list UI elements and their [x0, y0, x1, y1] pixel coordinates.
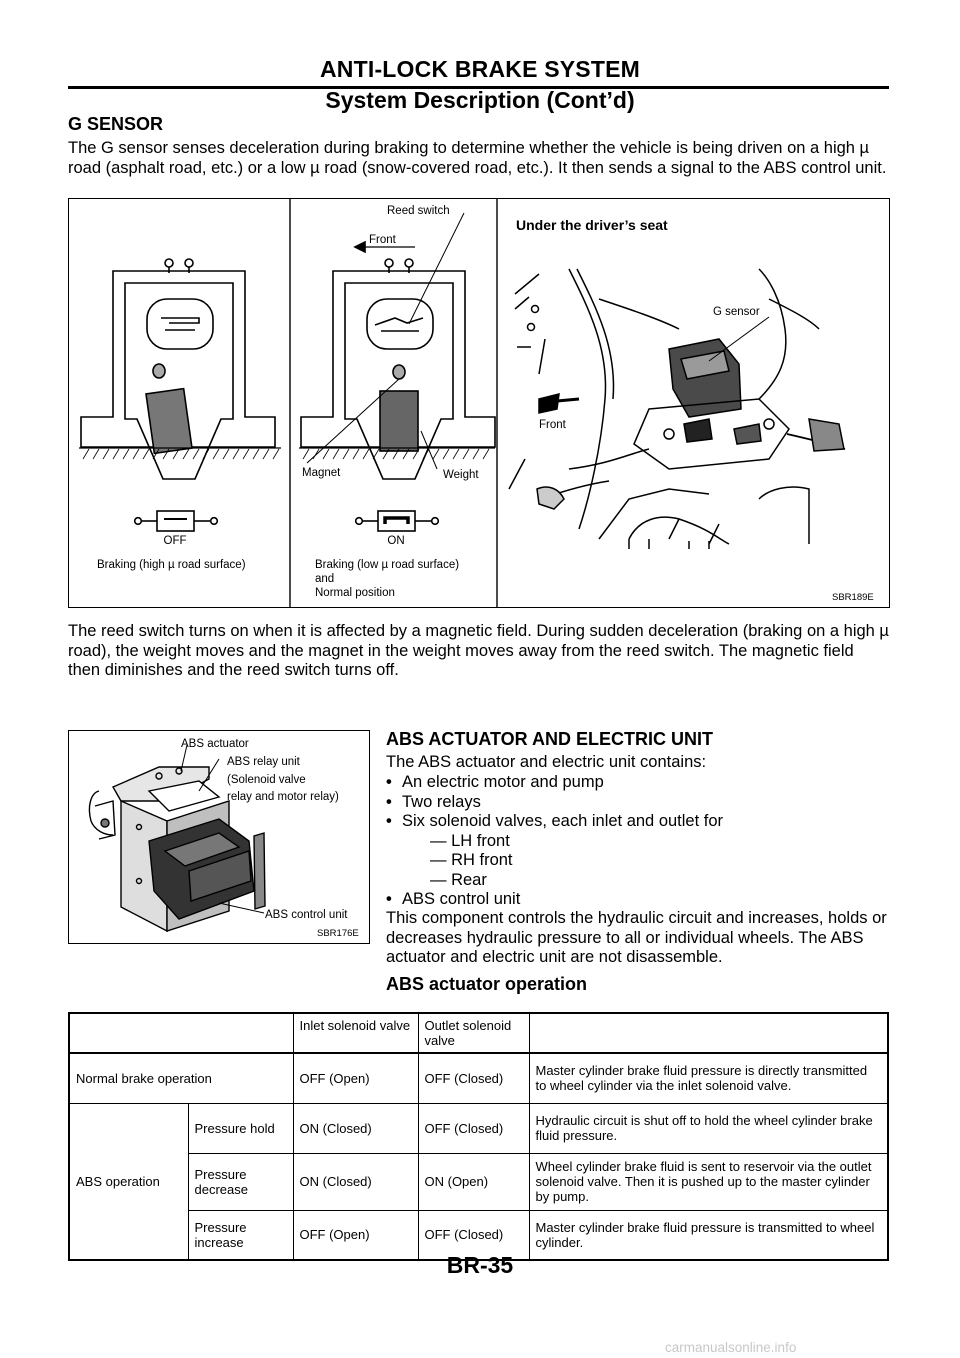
- seat-location-illustration: [509, 269, 845, 549]
- switch-on-label: ON: [387, 535, 405, 547]
- abs-actuator-label: ABS actuator: [181, 738, 249, 750]
- abs-control-label: ABS control unit: [265, 909, 348, 921]
- front-label-right: Front: [539, 419, 566, 431]
- list-item: • ABS control unit: [386, 890, 521, 908]
- table-cell: Pressure hold: [188, 1103, 293, 1153]
- low-mu-caption-2: and: [315, 573, 335, 585]
- sub-list-item: — Rear: [430, 870, 487, 889]
- abs-unit-heading: ABS ACTUATOR AND ELECTRIC UNIT: [386, 729, 713, 749]
- table-row: [69, 1053, 888, 1103]
- list-item: • An electric motor and pump: [386, 773, 604, 791]
- table-cell: Normal brake operation: [69, 1053, 293, 1103]
- table-header-row: [69, 1013, 888, 1053]
- abs-relay-label-2: (Solenoid valve: [227, 774, 306, 786]
- sub-list-item: — LH front: [430, 831, 510, 850]
- reed-switch-explanation: The reed switch turns on when it is affected by a magnetic field. During sudden deceleration (braking on a high µ road), the weight moves and the magnet in the weight moves away from the reed switch. The magnetic field then diminishes and the reed switch turns off.: [68, 622, 889, 679]
- page-header-title: ANTI-LOCK BRAKE SYSTEM: [319, 56, 640, 82]
- table-cell: Master cylinder brake fluid pressure is directly transmitted to wheel cylinder via the inlet solenoid valve.: [529, 1053, 888, 1103]
- table-cell: Hydraulic circuit is shut off to hold the wheel cylinder brake fluid pressure.: [529, 1103, 888, 1153]
- abs-actuator-figure: [68, 730, 370, 944]
- table-cell: OFF (Open): [293, 1210, 418, 1260]
- table-cell: ON (Closed): [293, 1103, 418, 1153]
- table-cell: Master cylinder brake fluid pressure is transmitted to wheel cylinder.: [529, 1210, 888, 1260]
- g-sensor-low-mu-diagram: [299, 213, 495, 531]
- low-mu-caption-3: Normal position: [315, 587, 395, 599]
- page-header-subtitle: System Description (Cont’d): [325, 87, 635, 113]
- bullet-icon: •: [386, 812, 392, 830]
- abs-relay-label-3: relay and motor relay): [227, 791, 339, 803]
- abs-figure-code: SBR176E: [317, 928, 359, 939]
- sub-list-item: — RH front: [430, 851, 513, 869]
- table-group-cell: ABS operation: [69, 1103, 188, 1260]
- table-row: [69, 1103, 888, 1153]
- reed-switch-label: Reed switch: [387, 205, 450, 217]
- table-cell: ON (Open): [418, 1153, 529, 1210]
- front-label-mid: Front: [369, 234, 396, 246]
- abs-unit-lead: The ABS actuator and electric unit contains:: [386, 753, 707, 771]
- g-sensor-high-mu-diagram: [79, 259, 281, 531]
- table-cell: Wheel cylinder brake fluid is sent to reservoir via the outlet solenoid valve. Then it is pushed up to the master cylinder by pump.: [529, 1153, 888, 1210]
- abs-unit-description: This component controls the hydraulic circuit and increases, holds or decreases hydraulic pressure to all or individual wheels. The ABS actuator and electric unit are not disassemble.: [386, 909, 887, 966]
- bullet-icon: •: [386, 773, 392, 791]
- operation-heading: ABS actuator operation: [386, 974, 588, 994]
- bullet-icon: •: [386, 890, 392, 908]
- abs-actuator-illustration: [89, 745, 265, 931]
- g-sensor-heading: G SENSOR: [68, 114, 164, 134]
- g-sensor-figure: [68, 198, 890, 608]
- page-number: BR-35: [446, 1252, 514, 1278]
- table-header-cell: [529, 1013, 888, 1053]
- magnet-label: Magnet: [302, 467, 341, 479]
- table-cell: OFF (Closed): [418, 1210, 529, 1260]
- table-row: [69, 1153, 888, 1210]
- low-mu-caption-1: Braking (low µ road surface): [315, 559, 460, 571]
- figure-code: SBR189E: [832, 592, 874, 603]
- g-sensor-label: G sensor: [713, 306, 760, 318]
- table-cell: Pressure decrease: [188, 1153, 293, 1210]
- table-cell: ON (Closed): [293, 1153, 418, 1210]
- bullet-icon: •: [386, 792, 392, 811]
- table-cell: Pressure increase: [188, 1210, 293, 1260]
- g-sensor-intro: The G sensor senses deceleration during braking to determine whether the vehicle is being driven on a high µ road (asphalt road, etc.) or a low µ road (snow-covered road, etc.). It then sends a signal to the ABS control unit.: [68, 139, 887, 177]
- abs-operation-table: [68, 1012, 889, 1261]
- abs-relay-label-1: ABS relay unit: [227, 756, 300, 768]
- list-item: • Six solenoid valves, each inlet and outlet for: [386, 812, 724, 830]
- table-header-cell: [69, 1013, 293, 1053]
- high-mu-caption: Braking (high µ road surface): [97, 559, 246, 571]
- watermark: carmanualsonline.info: [665, 1340, 797, 1355]
- list-item: • Two relays: [386, 792, 481, 811]
- table-header-cell: Inlet solenoid valve: [293, 1013, 418, 1053]
- table-cell: OFF (Open): [293, 1053, 418, 1103]
- weight-label: Weight: [443, 469, 479, 481]
- switch-off-label: OFF: [163, 535, 187, 547]
- table-cell: OFF (Closed): [418, 1103, 529, 1153]
- table-header-cell: Outlet solenoid valve: [418, 1013, 529, 1053]
- abs-unit-contents-list: [386, 773, 886, 910]
- location-title: Under the driver’s seat: [516, 217, 668, 233]
- table-cell: OFF (Closed): [418, 1053, 529, 1103]
